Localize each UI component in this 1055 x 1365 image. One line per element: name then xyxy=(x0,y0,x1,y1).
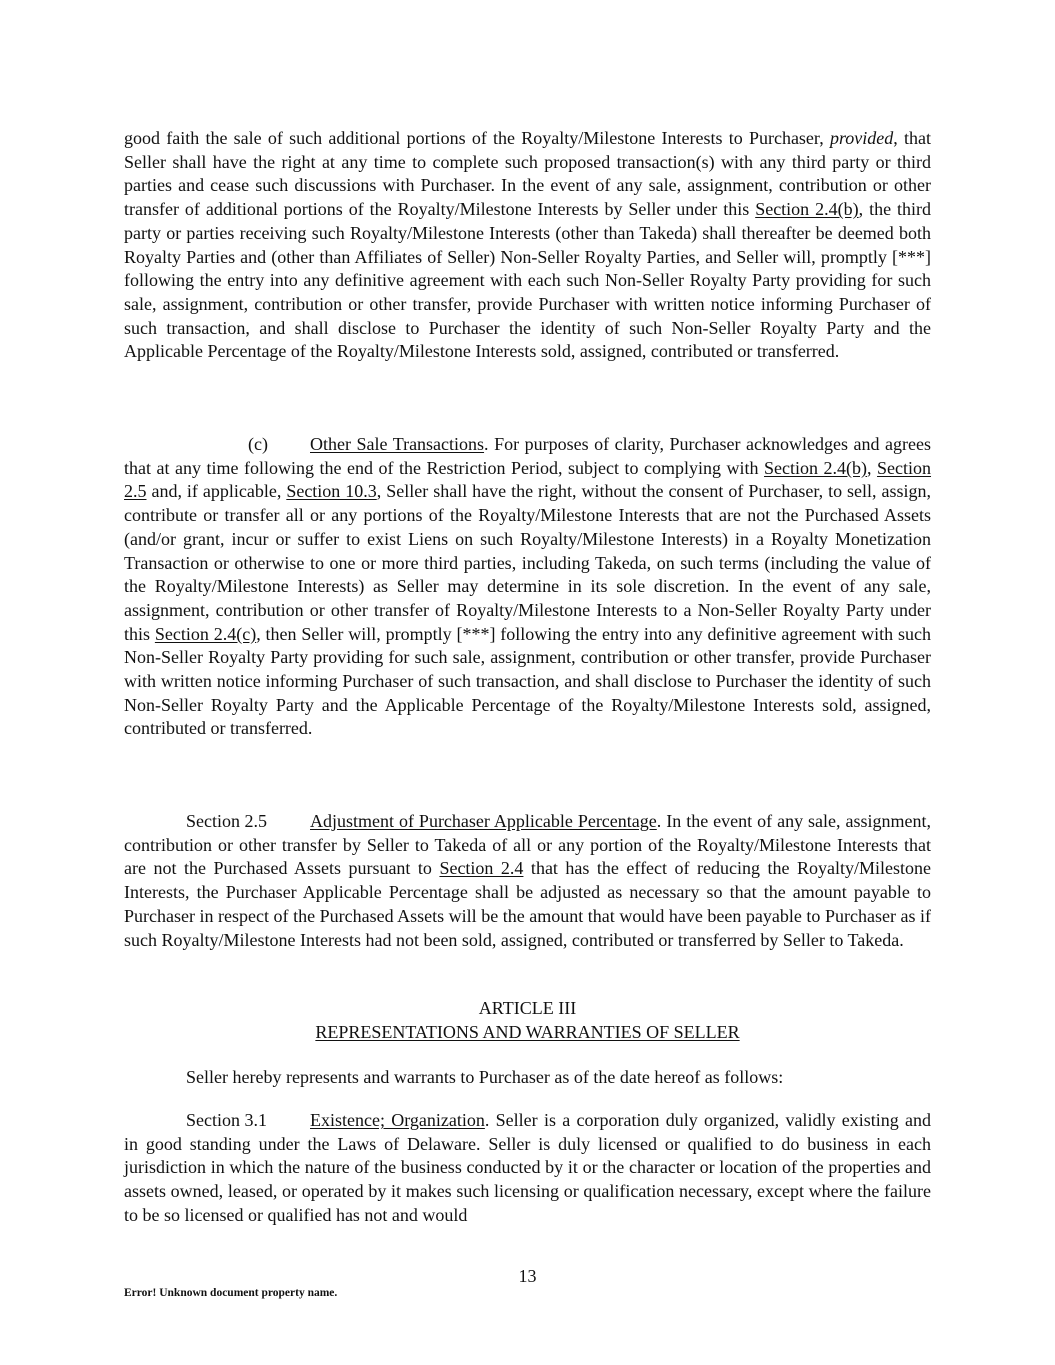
section-heading: Existence; Organization xyxy=(310,1110,485,1130)
paragraph-text: that has the effect of reducing the Royalty/Milestone Interests, the Purchaser Applicable Percentage shall be adjusted as necessary so that the amount payable to Purchaser in respect of the Purchased Assets will be the amount that would have been payable to Purchaser as if such Royalty/Milestone Interests had not been sold, assigned, contributed or transferred by Seller to Takeda. xyxy=(124,858,931,950)
paragraph-text: . For purposes of clarity, Purchaser acknowledges and agrees that at any time following the end of the Restriction Period, subject to complying with xyxy=(124,434,931,478)
article-number: ARTICLE III xyxy=(478,998,577,1018)
section-heading: Adjustment of Purchaser Applicable Percentage xyxy=(310,811,657,831)
paragraph-other-sale-transactions xyxy=(124,433,931,741)
paragraph-text: , the third party or parties receiving such Royalty/Milestone Interests (other than Takeda) shall thereafter be deemed both Royalty Parties and (other than Affiliates of Seller) Non-Seller Royalty Parties, and Seller will, promptly [***] following the entry into any definitive agreement with each such Non-Seller Royalty Party providing for such sale, assignment, contribution or other transfer, provide Purchaser with written notice informing Purchaser of such transaction, and shall disclose to Purchaser the identity of such Non-Seller Royalty Party and the Applicable Percentage of the Royalty/Milestone Interests sold, assigned, contributed or transferred. xyxy=(124,199,931,362)
section-2-5 xyxy=(124,810,931,952)
section-label: Section 2.5 xyxy=(186,811,267,831)
paragraph-text: , then Seller will, promptly [***] following the entry into any definitive agreement with such Non-Seller Royalty Party providing for such sale, assignment, contribution or other transfer, provide Purchaser with written notice informing Purchaser of such transaction, and shall disclose to Purchaser the identity of such Non-Seller Royalty Party and the Applicable Percentage of the Royalty/Milestone Interests sold, assigned, contributed or transferred. xyxy=(124,623,932,739)
paragraph-text: , Seller shall have the right, without the consent of Purchaser, to sell, assign, contribute or transfer all or any portions of the Royalty/Milestone Interests that are not the Purchased Assets (and/or grant, incur or suffer to exist Liens on such Royalty/Milestone Interests) in a Royalty Monetization Transaction or otherwise to one or more third parties, including Takeda, on such terms (including the value of the Royalty/Milestone Interests) as Seller may determine in its sole discretion. In the event of any sale, assignment, contribution or other transfer of Royalty/Milestone Interests to a Non-Seller Royalty Party under this xyxy=(124,481,931,644)
section-reference: Section 10.3 xyxy=(286,481,377,502)
section-reference: Section 2.4(c) xyxy=(154,623,257,644)
subsection-heading: Other Sale Transactions xyxy=(310,434,485,454)
paragraph-text: , that Seller shall have the right at any time to complete such proposed transaction(s) with any third party or third parties and cease such discussions with Purchaser. In the event of any sale, assignment, contribution or other transfer of additional portions of the Royalty/Milestone Interests by Seller under this xyxy=(124,128,931,220)
section-reference: Section 2.4(b) xyxy=(755,199,859,220)
paragraph-continuation xyxy=(124,127,931,364)
article-title xyxy=(124,1021,931,1045)
paragraph-text: and, if applicable, xyxy=(146,481,287,502)
section-label: Section 3.1 xyxy=(186,1110,267,1130)
article-intro xyxy=(124,1066,931,1090)
section-reference: Section 2.4 xyxy=(439,858,524,879)
subsection-label: (c) xyxy=(248,434,268,454)
footer-error-text: Error! Unknown document property name. xyxy=(124,1287,338,1299)
paragraph-text: good faith the sale of such additional portions of the Royalty/Milestone Interests to Purchaser, xyxy=(124,128,830,148)
provided-term: provided xyxy=(829,128,894,148)
paragraph-text: . In the event of any sale, assignment, contribution or other transfer by Seller to Takeda of all or any portion of the Royalty/Milestone Interests that are not the Purchased Assets pursuant to xyxy=(124,811,931,879)
paragraph-text: , xyxy=(867,457,878,478)
page-number: 13 xyxy=(518,1266,537,1286)
intro-text: Seller hereby represents and warrants to Purchaser as of the date hereof as follows: xyxy=(186,1067,784,1087)
paragraph-text: . Seller is a corporation duly organized, validly existing and in good standing under the Laws of Delaware. Seller is duly licensed or qualified to do business in each jurisdiction in which the nature of the business conducted by it or the character or location of the properties and assets owned, leased, or operated by it makes such licensing or qualification necessary, except where the failure to be so licensed or qualified has not and would xyxy=(124,1110,931,1225)
section-3-1 xyxy=(124,1109,931,1228)
section-reference: Section 2.4(b) xyxy=(764,457,867,478)
article-title-text: REPRESENTATIONS AND WARRANTIES OF SELLER xyxy=(315,1022,740,1042)
section-reference: Section 2.5 xyxy=(124,457,932,502)
